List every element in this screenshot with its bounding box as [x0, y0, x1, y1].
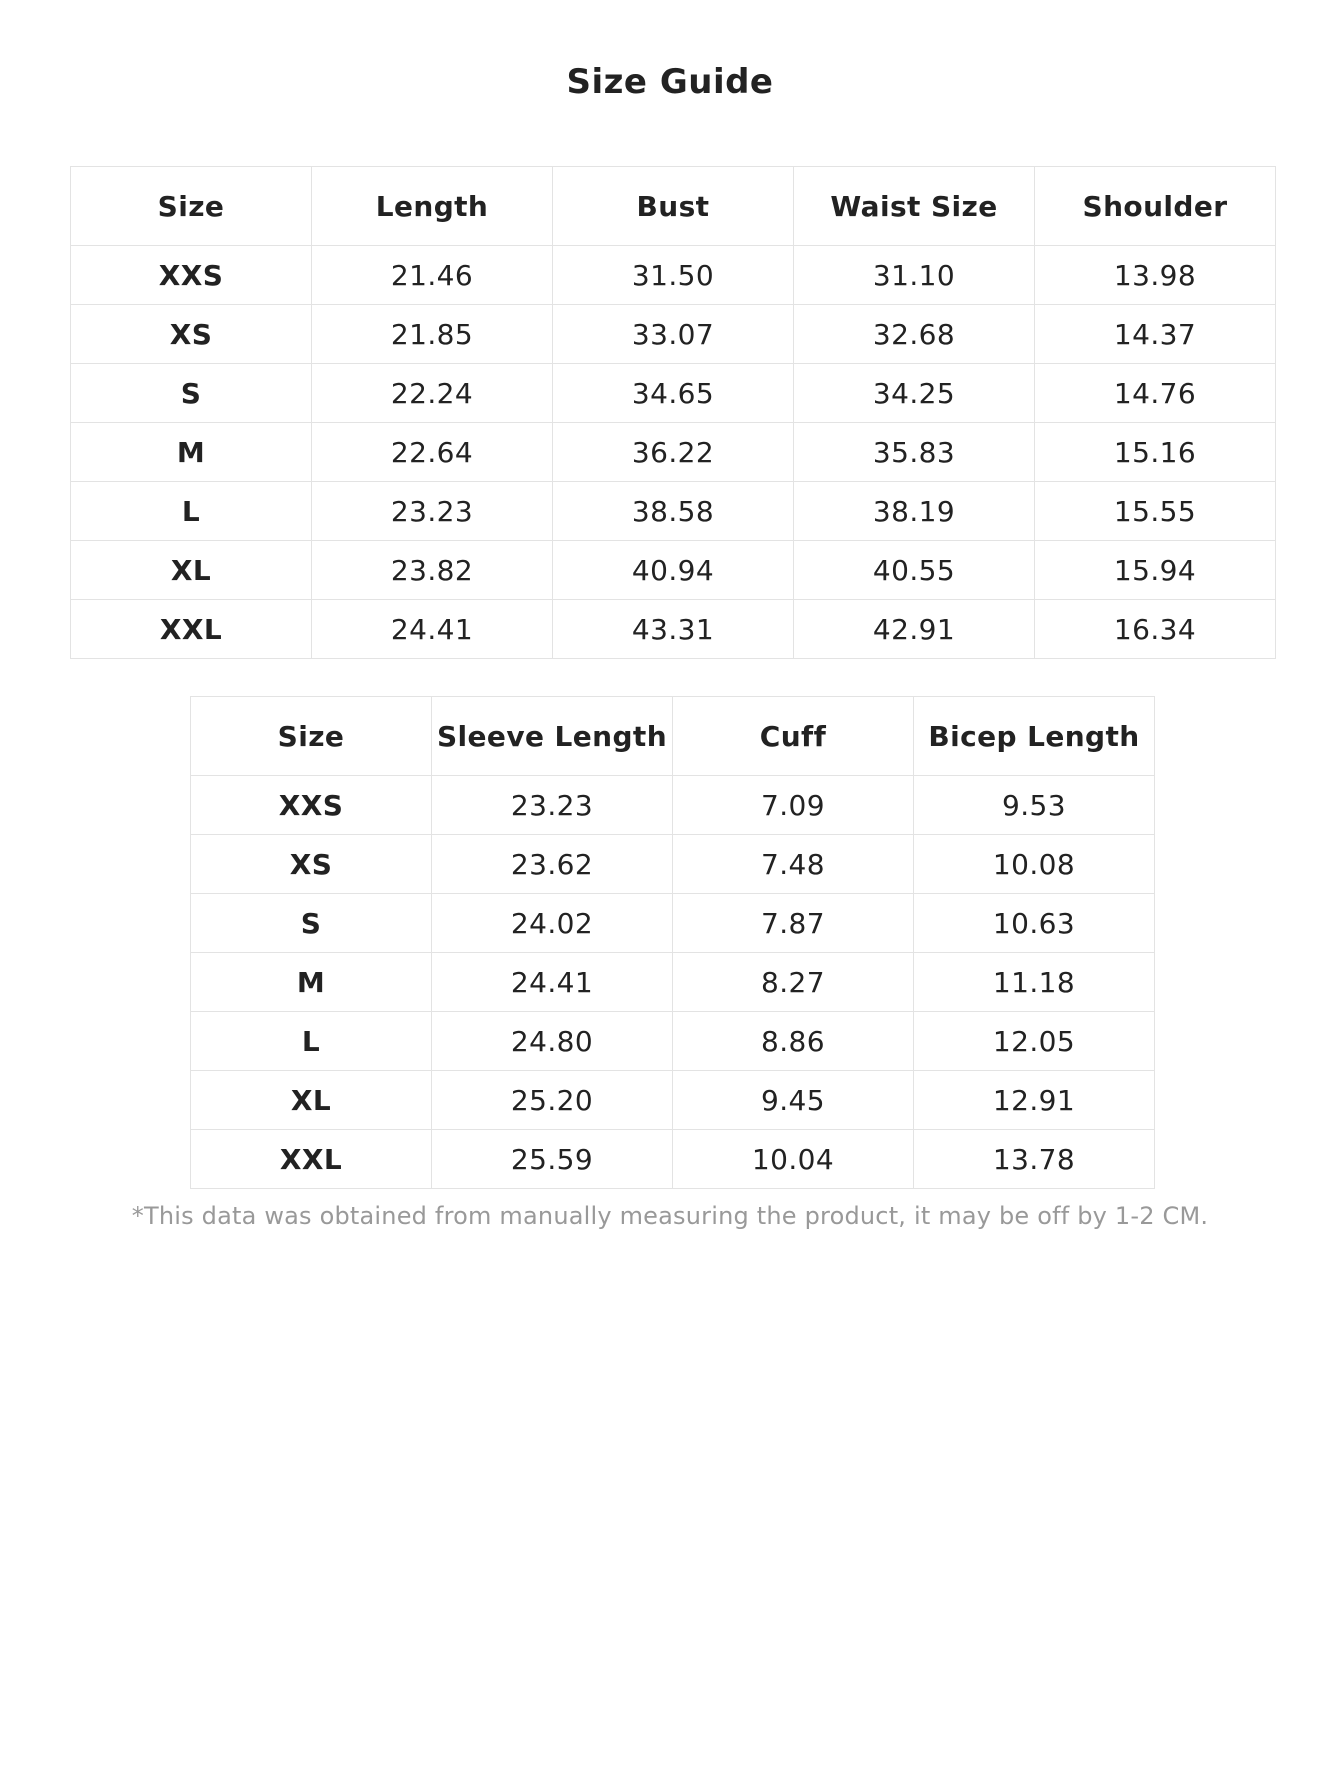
waist-size-cell: 34.25	[794, 364, 1035, 423]
size-cell: XXS	[191, 776, 432, 835]
table-row	[71, 541, 1276, 600]
shoulder-cell: 15.55	[1035, 482, 1276, 541]
size-cell: M	[71, 423, 312, 482]
waist-size-cell: 35.83	[794, 423, 1035, 482]
main-size-table	[70, 166, 1276, 659]
table-row	[71, 246, 1276, 305]
column-header-waist-size: Waist Size	[794, 167, 1035, 246]
table-row	[191, 776, 1155, 835]
length-cell: 22.64	[312, 423, 553, 482]
sleeve-length-cell: 25.20	[432, 1071, 673, 1130]
waist-size-cell: 40.55	[794, 541, 1035, 600]
length-cell: 22.24	[312, 364, 553, 423]
table-row	[71, 482, 1276, 541]
table-row	[191, 1071, 1155, 1130]
waist-size-cell: 31.10	[794, 246, 1035, 305]
cuff-cell: 9.45	[673, 1071, 914, 1130]
shoulder-cell: 13.98	[1035, 246, 1276, 305]
waist-size-cell: 38.19	[794, 482, 1035, 541]
sleeve-size-table	[190, 696, 1155, 1189]
shoulder-cell: 15.16	[1035, 423, 1276, 482]
shoulder-cell: 14.37	[1035, 305, 1276, 364]
size-cell: S	[191, 894, 432, 953]
size-cell: XXL	[191, 1130, 432, 1189]
bicep-length-cell: 13.78	[914, 1130, 1155, 1189]
size-cell: M	[191, 953, 432, 1012]
shoulder-cell: 16.34	[1035, 600, 1276, 659]
column-header-size: Size	[71, 167, 312, 246]
waist-size-cell: 42.91	[794, 600, 1035, 659]
shoulder-cell: 14.76	[1035, 364, 1276, 423]
cuff-cell: 7.09	[673, 776, 914, 835]
size-cell: L	[191, 1012, 432, 1071]
bicep-length-cell: 10.63	[914, 894, 1155, 953]
sleeve-length-cell: 23.62	[432, 835, 673, 894]
bust-cell: 40.94	[553, 541, 794, 600]
cuff-cell: 8.27	[673, 953, 914, 1012]
table-row	[191, 835, 1155, 894]
length-cell: 21.46	[312, 246, 553, 305]
sleeve-length-cell: 24.41	[432, 953, 673, 1012]
column-header-bust: Bust	[553, 167, 794, 246]
bicep-length-cell: 12.05	[914, 1012, 1155, 1071]
shoulder-cell: 15.94	[1035, 541, 1276, 600]
cuff-cell: 8.86	[673, 1012, 914, 1071]
column-header-length: Length	[312, 167, 553, 246]
bust-cell: 31.50	[553, 246, 794, 305]
sleeve-length-cell: 24.80	[432, 1012, 673, 1071]
table-row	[191, 1130, 1155, 1189]
bicep-length-cell: 9.53	[914, 776, 1155, 835]
column-header-sleeve-length: Sleeve Length	[432, 697, 673, 776]
bicep-length-cell: 10.08	[914, 835, 1155, 894]
size-cell: S	[71, 364, 312, 423]
table-row	[71, 423, 1276, 482]
sleeve-length-cell: 24.02	[432, 894, 673, 953]
table-row	[191, 1012, 1155, 1071]
length-cell: 23.23	[312, 482, 553, 541]
cuff-cell: 10.04	[673, 1130, 914, 1189]
table-row	[191, 953, 1155, 1012]
bust-cell: 43.31	[553, 600, 794, 659]
header-row	[191, 697, 1155, 776]
table-row	[71, 600, 1276, 659]
length-cell: 23.82	[312, 541, 553, 600]
size-cell: XL	[71, 541, 312, 600]
bust-cell: 38.58	[553, 482, 794, 541]
column-header-bicep-length: Bicep Length	[914, 697, 1155, 776]
bust-cell: 34.65	[553, 364, 794, 423]
bust-cell: 36.22	[553, 423, 794, 482]
waist-size-cell: 32.68	[794, 305, 1035, 364]
cuff-cell: 7.87	[673, 894, 914, 953]
size-cell: XL	[191, 1071, 432, 1130]
table-row	[191, 894, 1155, 953]
bicep-length-cell: 12.91	[914, 1071, 1155, 1130]
table-row	[71, 305, 1276, 364]
length-cell: 21.85	[312, 305, 553, 364]
size-cell: L	[71, 482, 312, 541]
bust-cell: 33.07	[553, 305, 794, 364]
size-cell: XXL	[71, 600, 312, 659]
sleeve-length-cell: 23.23	[432, 776, 673, 835]
column-header-size: Size	[191, 697, 432, 776]
size-cell: XS	[71, 305, 312, 364]
cuff-cell: 7.48	[673, 835, 914, 894]
length-cell: 24.41	[312, 600, 553, 659]
page-title: Size Guide	[566, 62, 774, 102]
header-row	[71, 167, 1276, 246]
size-cell: XS	[191, 835, 432, 894]
sleeve-length-cell: 25.59	[432, 1130, 673, 1189]
column-header-cuff: Cuff	[673, 697, 914, 776]
table-row	[71, 364, 1276, 423]
size-cell: XXS	[71, 246, 312, 305]
measurement-disclaimer: *This data was obtained from manually measuring the product, it may be off by 1-2 CM.	[131, 1202, 1209, 1230]
column-header-shoulder: Shoulder	[1035, 167, 1276, 246]
bicep-length-cell: 11.18	[914, 953, 1155, 1012]
